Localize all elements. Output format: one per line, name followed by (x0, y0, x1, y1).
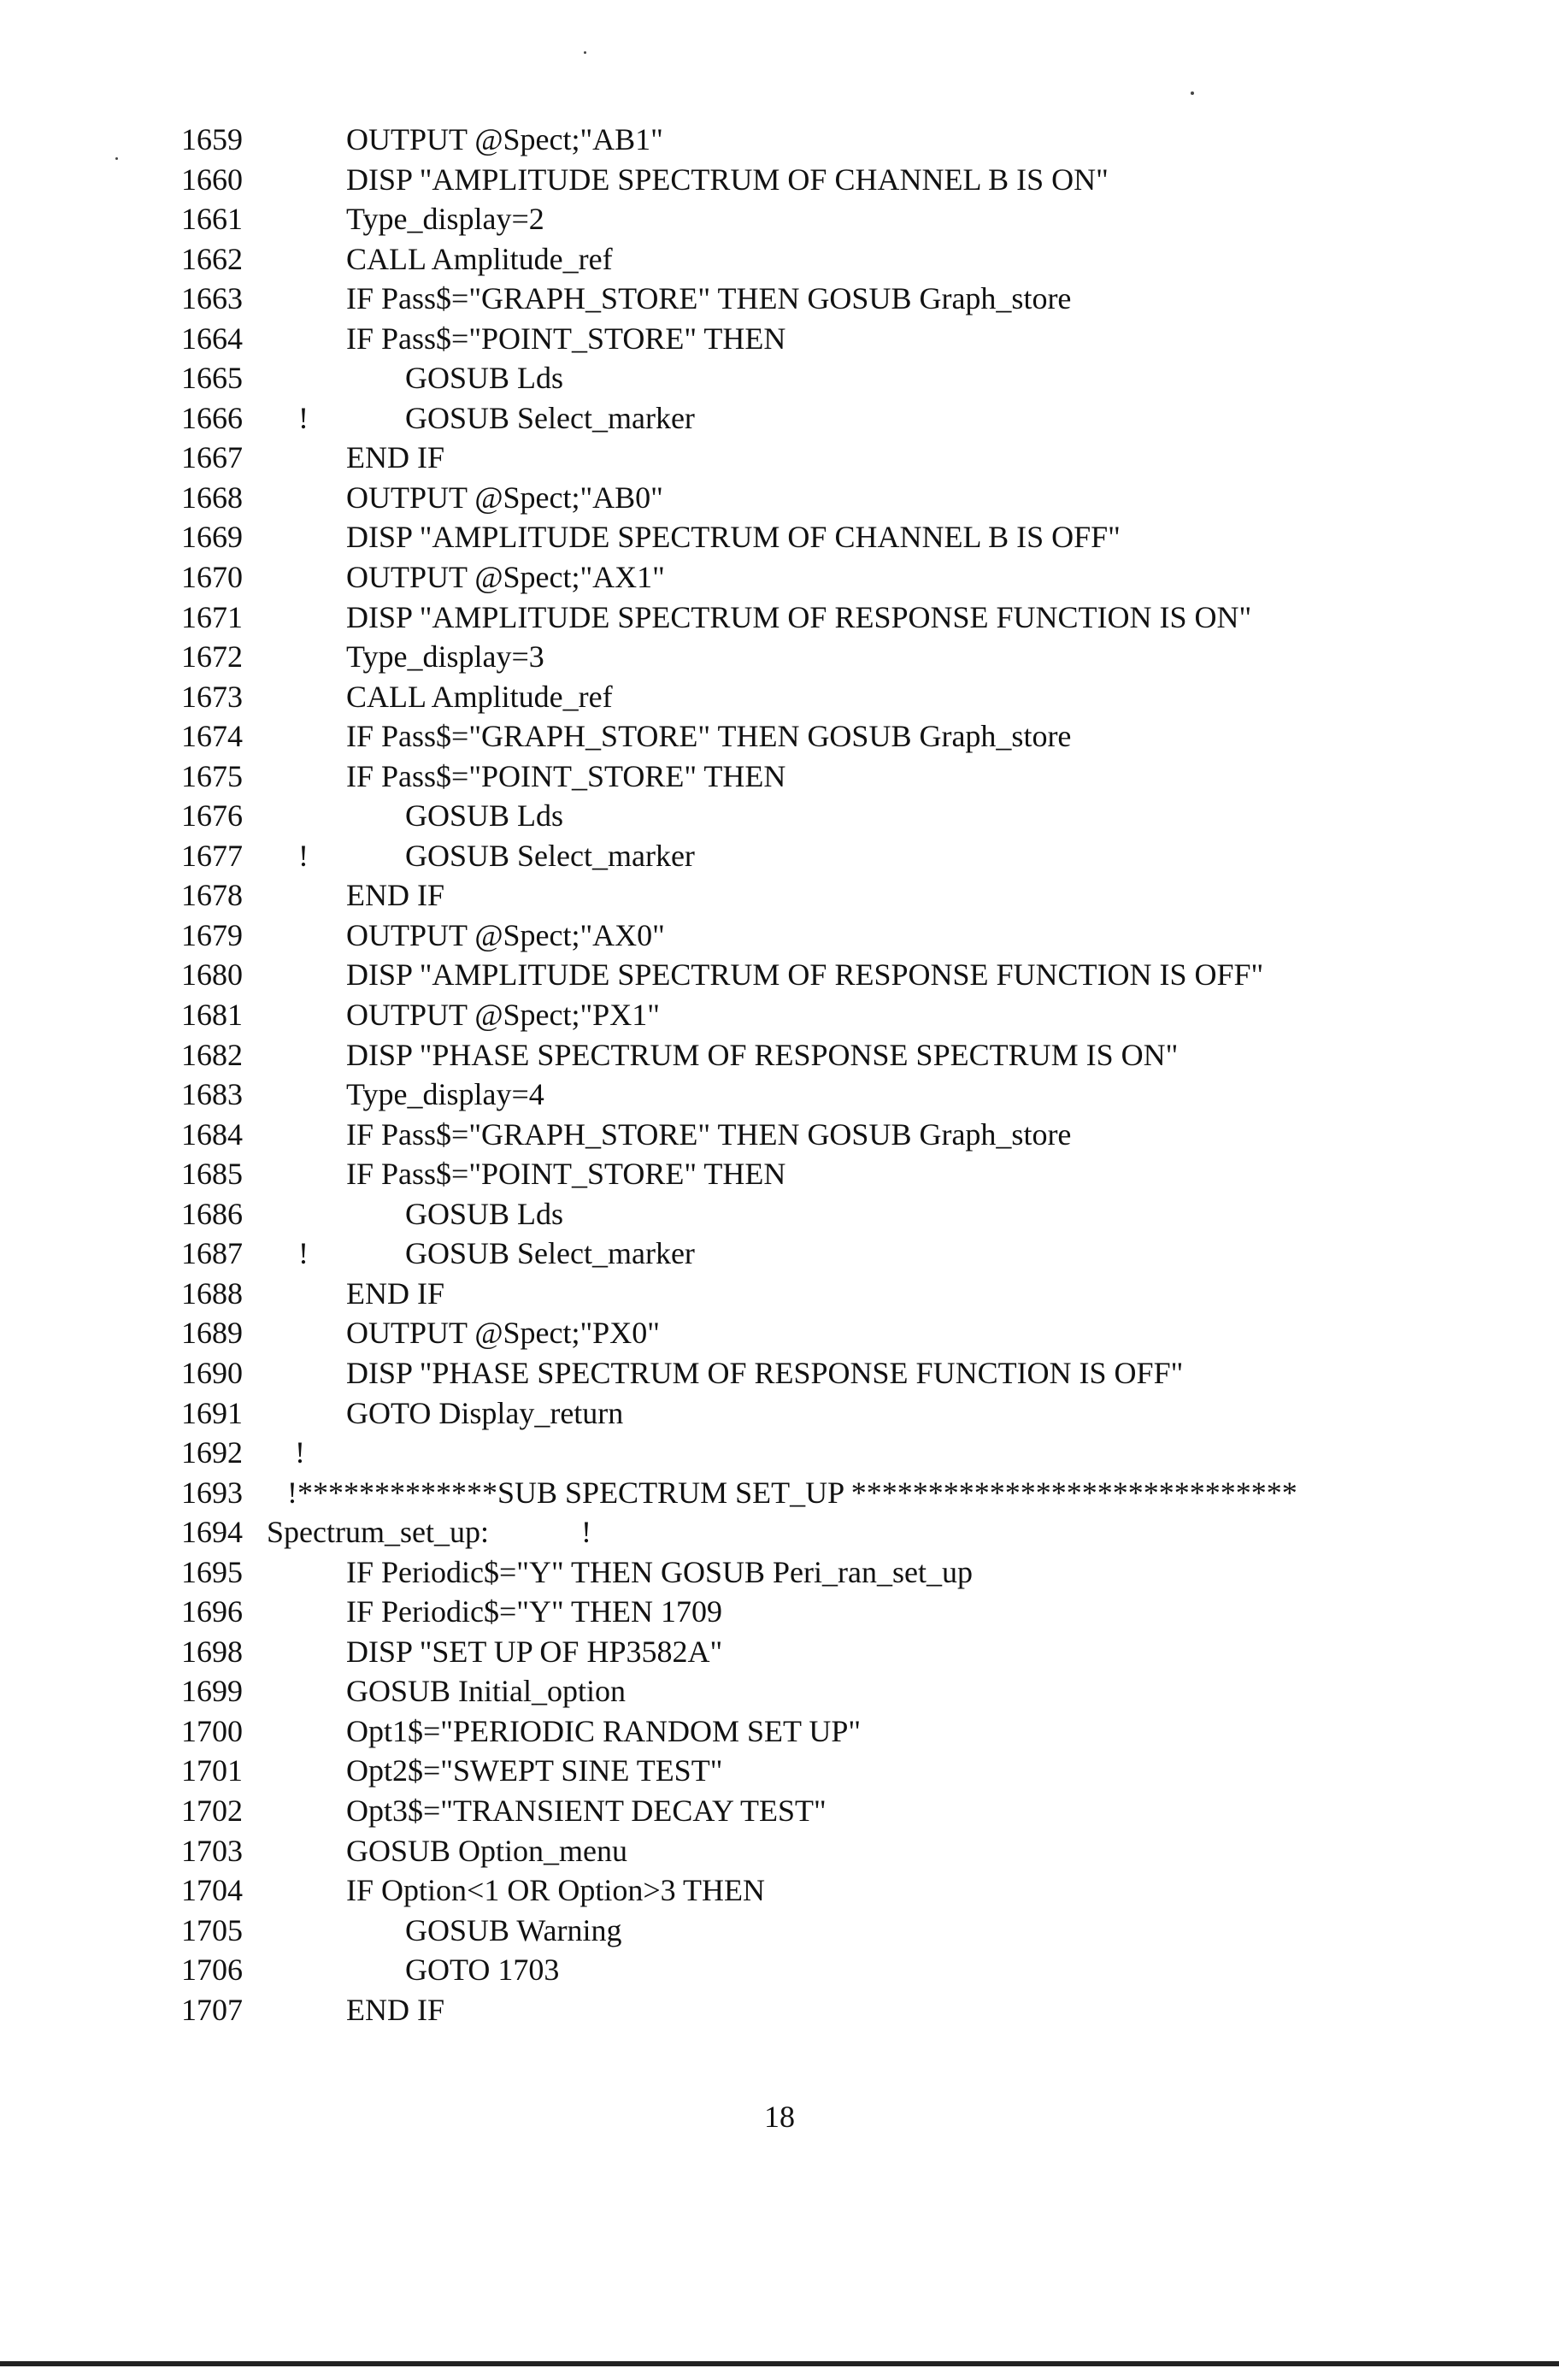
code-text: OUTPUT @Spect;"PX0" (346, 1316, 660, 1351)
line-number: 1704 (181, 1873, 243, 1908)
code-line (181, 1433, 1497, 1473)
code-line (181, 557, 1497, 598)
code-line (181, 160, 1497, 200)
code-text: CALL Amplitude_ref (346, 241, 613, 276)
line-number: 1691 (181, 1395, 243, 1430)
code-line (181, 398, 1497, 439)
code-text: DISP "AMPLITUDE SPECTRUM OF RESPONSE FUNCTION IS ON" (346, 599, 1252, 634)
line-number: 1680 (181, 957, 243, 993)
code-line (181, 796, 1497, 836)
code-text: OUTPUT @Spect;"AX1" (346, 560, 665, 595)
code-text: GOSUB Lds (405, 361, 564, 396)
code-line (181, 1870, 1497, 1911)
line-number: 1686 (181, 1196, 243, 1231)
code-line (181, 1313, 1497, 1353)
code-text: IF Pass$="GRAPH_STORE" THEN GOSUB Graph_store (346, 1116, 1072, 1152)
line-number: 1679 (181, 917, 243, 952)
line-number: 1681 (181, 998, 243, 1033)
line-number: 1693 (181, 1475, 243, 1510)
line-number: 1659 (181, 122, 243, 156)
scan-speck (1191, 91, 1194, 95)
code-line (181, 1950, 1497, 1990)
line-number: 1672 (181, 639, 243, 675)
code-text: END IF (346, 440, 444, 475)
code-text: OUTPUT @Spect;"PX1" (346, 998, 660, 1033)
line-number: 1669 (181, 520, 243, 555)
line-number: 1675 (181, 758, 243, 793)
line-number: 1696 (181, 1594, 243, 1629)
code-text: Type_display=3 (346, 639, 544, 675)
code-text: OUTPUT @Spect;"AX0" (346, 917, 665, 952)
code-listing (181, 120, 1497, 2029)
code-text: DISP "SET UP OF HP3582A" (346, 1634, 723, 1669)
code-text: ! (295, 1435, 305, 1470)
code-text: IF Pass$="POINT_STORE" THEN (346, 1157, 786, 1192)
code-line (181, 199, 1497, 239)
code-text: Opt2$="SWEPT SINE TEST" (346, 1753, 723, 1788)
code-line (181, 1473, 1497, 1513)
code-line (181, 836, 1497, 876)
line-number: 1701 (181, 1753, 243, 1788)
code-text: END IF (346, 878, 444, 913)
line-number: 1678 (181, 878, 243, 913)
code-line (181, 1990, 1497, 2030)
code-line (181, 677, 1497, 717)
code-text: GOSUB Select_marker (405, 1236, 695, 1271)
line-number: 1705 (181, 1912, 243, 1947)
line-number: 1664 (181, 321, 243, 356)
code-line (181, 319, 1497, 359)
line-number: 1663 (181, 281, 243, 316)
code-line (181, 358, 1497, 398)
code-line (181, 478, 1497, 518)
code-line (181, 1353, 1497, 1393)
comment-marker: ! (298, 400, 309, 435)
code-text: DISP "AMPLITUDE SPECTRUM OF RESPONSE FUNCTION IS OFF" (346, 957, 1264, 993)
line-number: 1689 (181, 1316, 243, 1351)
code-text: OUTPUT @Spect;"AB0" (346, 480, 663, 515)
code-line (181, 995, 1497, 1035)
line-number: 1677 (181, 838, 243, 873)
code-line (181, 438, 1497, 478)
line-number: 1703 (181, 1833, 243, 1868)
line-number: 1706 (181, 1953, 243, 1988)
code-line (181, 1632, 1497, 1672)
code-text: GOTO Display_return (346, 1395, 624, 1430)
code-text: Type_display=4 (346, 1077, 544, 1112)
bottom-border (0, 2361, 1559, 2366)
code-text: GOSUB Warning (405, 1912, 622, 1947)
code-line (181, 637, 1497, 677)
code-line (181, 955, 1497, 995)
code-line (181, 757, 1497, 797)
line-number: 1674 (181, 719, 243, 754)
page-number: 18 (764, 2100, 795, 2134)
code-text: IF Pass$="GRAPH_STORE" THEN GOSUB Graph_store (346, 719, 1072, 754)
code-line (181, 1154, 1497, 1194)
code-line (181, 120, 1497, 160)
line-number: 1684 (181, 1116, 243, 1152)
comment-marker: ! (298, 1236, 309, 1271)
code-line (181, 1035, 1497, 1075)
code-text: DISP "AMPLITUDE SPECTRUM OF CHANNEL B IS OFF" (346, 520, 1121, 555)
code-line (181, 279, 1497, 319)
comment-marker: ! (298, 838, 309, 873)
code-text: DISP "AMPLITUDE SPECTRUM OF CHANNEL B IS ON" (346, 162, 1109, 197)
code-text: Spectrum_set_up: ! (267, 1515, 591, 1550)
code-text: GOSUB Select_marker (405, 400, 695, 435)
code-line (181, 1393, 1497, 1434)
line-number: 1707 (181, 1992, 243, 2027)
line-number: 1662 (181, 241, 243, 276)
code-line (181, 1791, 1497, 1831)
code-line (181, 598, 1497, 638)
code-text: IF Periodic$="Y" THEN 1709 (346, 1594, 722, 1629)
code-text: OUTPUT @Spect;"AB1" (346, 122, 663, 156)
code-line (181, 875, 1497, 916)
code-line (181, 1751, 1497, 1791)
code-text: IF Pass$="POINT_STORE" THEN (346, 321, 786, 356)
code-text: GOSUB Lds (405, 1196, 564, 1231)
code-line (181, 916, 1497, 956)
code-line (181, 1552, 1497, 1593)
code-text: Opt1$="PERIODIC RANDOM SET UP" (346, 1713, 862, 1748)
code-text: DISP "PHASE SPECTRUM OF RESPONSE SPECTRUM IS ON" (346, 1037, 1179, 1072)
code-line (181, 1234, 1497, 1274)
code-text: !*************SUB SPECTRUM SET_UP ***************************** (287, 1475, 1297, 1510)
scan-speck (584, 51, 586, 54)
line-number: 1671 (181, 599, 243, 634)
line-number: 1670 (181, 560, 243, 595)
line-number: 1682 (181, 1037, 243, 1072)
line-number: 1695 (181, 1554, 243, 1589)
code-line (181, 1274, 1497, 1314)
line-number: 1683 (181, 1077, 243, 1112)
code-text: GOTO 1703 (405, 1953, 560, 1988)
code-line (181, 1592, 1497, 1632)
line-number: 1687 (181, 1236, 243, 1271)
code-line (181, 1075, 1497, 1115)
code-line (181, 1711, 1497, 1752)
code-text: IF Periodic$="Y" THEN GOSUB Peri_ran_set_up (346, 1554, 973, 1589)
code-text: DISP "PHASE SPECTRUM OF RESPONSE FUNCTION IS OFF" (346, 1355, 1184, 1390)
code-line (181, 1115, 1497, 1155)
code-text: IF Pass$="GRAPH_STORE" THEN GOSUB Graph_store (346, 281, 1072, 316)
code-text: Type_display=2 (346, 202, 544, 237)
code-text: END IF (346, 1992, 444, 2027)
line-number: 1668 (181, 480, 243, 515)
line-number: 1676 (181, 798, 243, 834)
line-number: 1660 (181, 162, 243, 197)
line-number: 1698 (181, 1634, 243, 1669)
code-text: GOSUB Initial_option (346, 1674, 627, 1709)
code-text: GOSUB Select_marker (405, 838, 695, 873)
code-line (181, 1831, 1497, 1871)
code-text: GOSUB Lds (405, 798, 564, 834)
line-number: 1692 (181, 1435, 243, 1470)
line-number: 1665 (181, 361, 243, 396)
code-line (181, 517, 1497, 557)
code-line (181, 1671, 1497, 1711)
code-text: CALL Amplitude_ref (346, 679, 613, 714)
line-number: 1690 (181, 1355, 243, 1390)
line-number: 1685 (181, 1157, 243, 1192)
line-number: 1661 (181, 202, 243, 237)
line-number: 1666 (181, 400, 243, 435)
code-text: Opt3$="TRANSIENT DECAY TEST" (346, 1793, 827, 1828)
scan-speck (115, 157, 118, 160)
code-line (181, 716, 1497, 757)
code-line (181, 1194, 1497, 1234)
line-number: 1688 (181, 1275, 243, 1311)
code-text: IF Option<1 OR Option>3 THEN (346, 1873, 765, 1908)
line-number: 1699 (181, 1674, 243, 1709)
code-line (181, 239, 1497, 280)
code-text: END IF (346, 1275, 444, 1311)
code-line (181, 1911, 1497, 1951)
line-number: 1700 (181, 1713, 243, 1748)
line-number: 1673 (181, 679, 243, 714)
line-number: 1667 (181, 440, 243, 475)
code-text: IF Pass$="POINT_STORE" THEN (346, 758, 786, 793)
line-number: 1702 (181, 1793, 243, 1828)
code-line (181, 1512, 1497, 1552)
code-text: GOSUB Option_menu (346, 1833, 628, 1868)
line-number: 1694 (181, 1515, 243, 1550)
